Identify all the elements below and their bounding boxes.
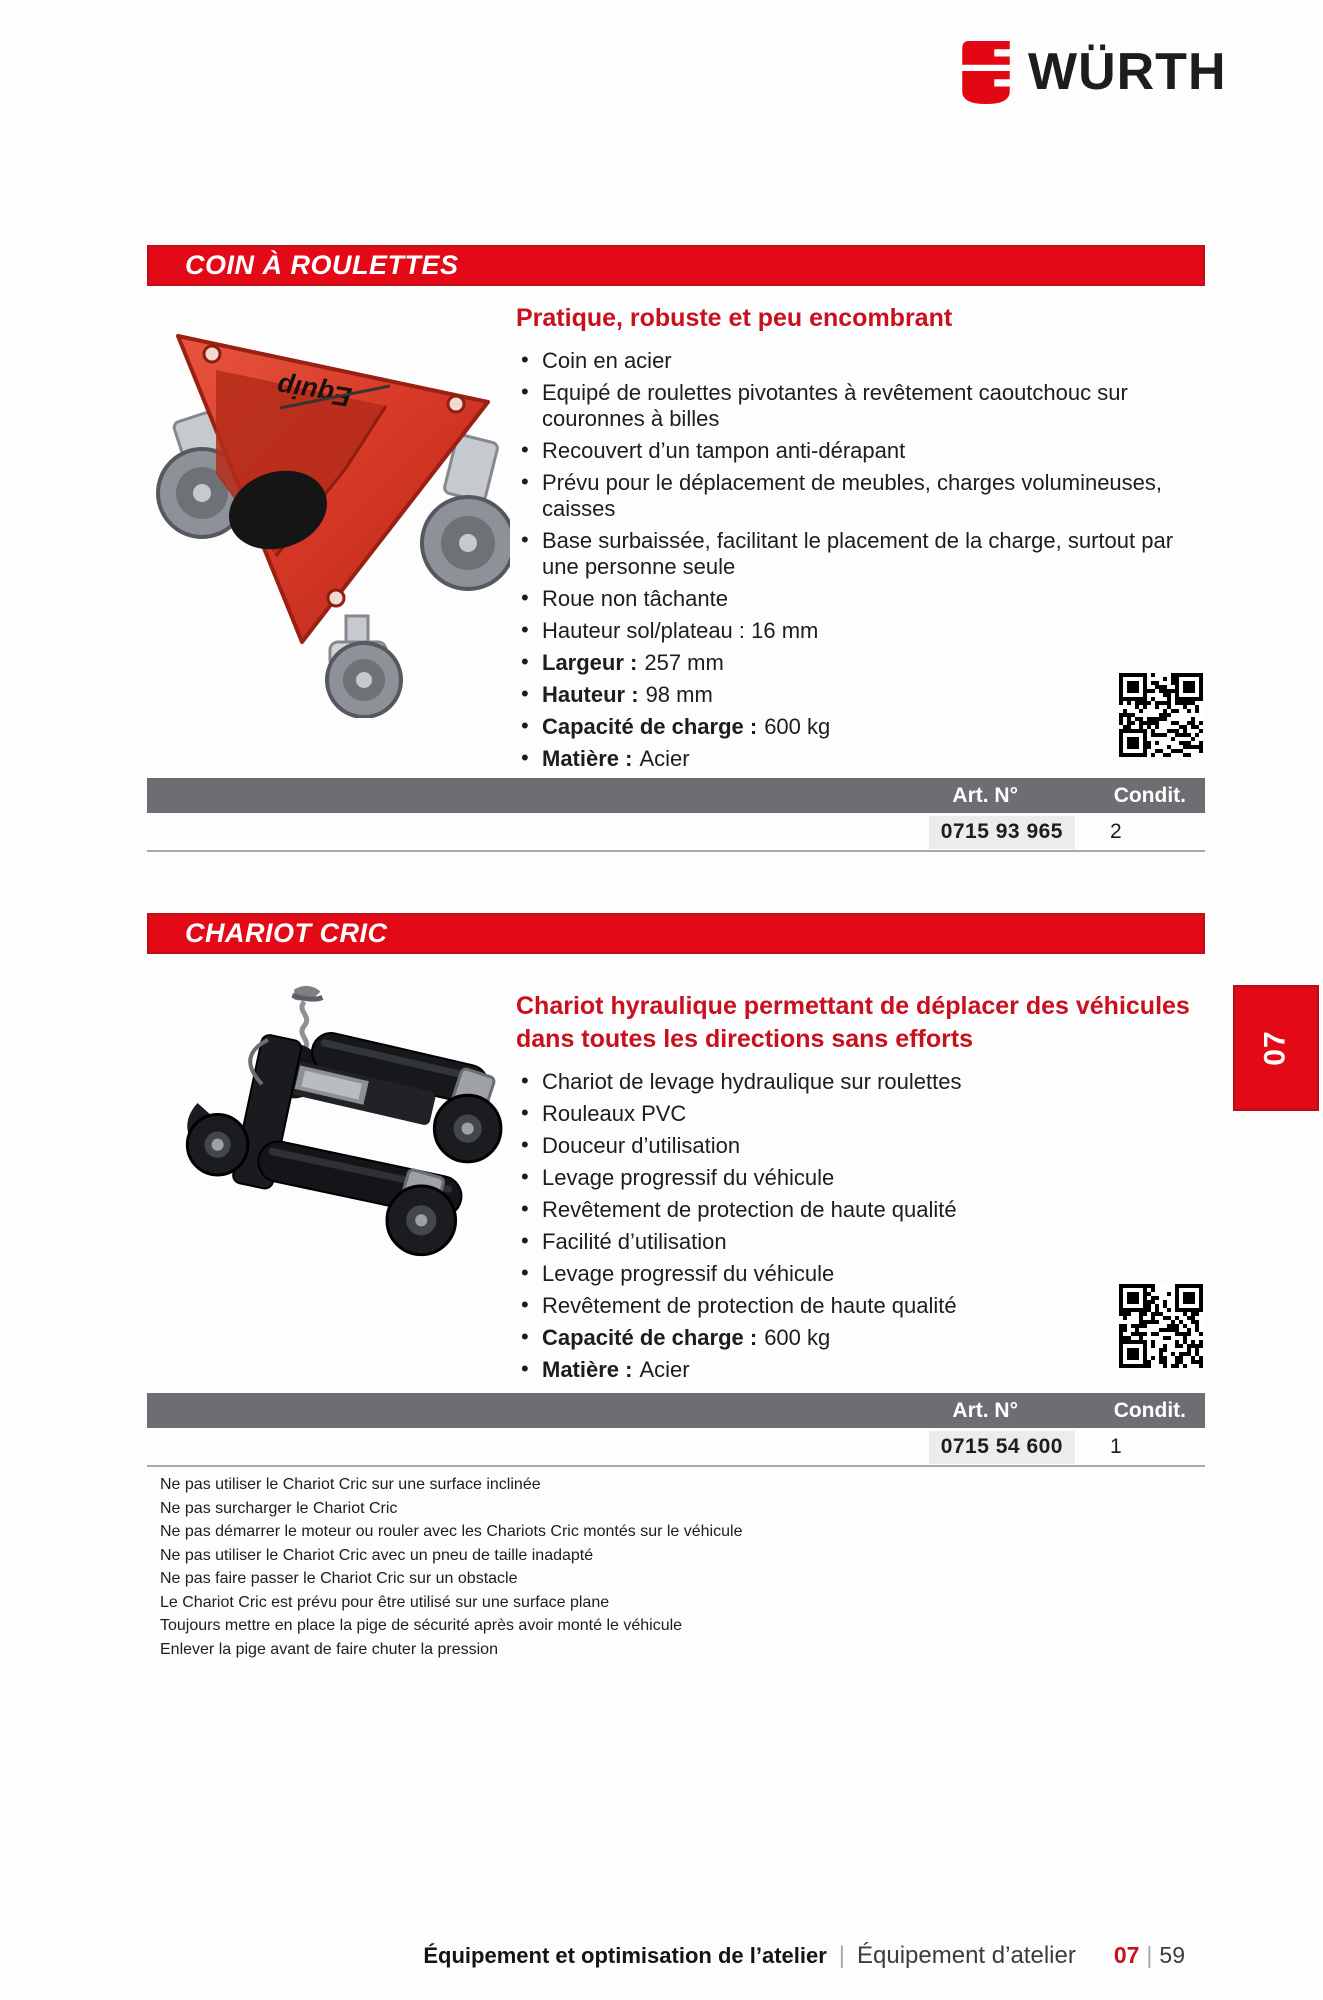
footer-category: Équipement d’atelier xyxy=(857,1942,1076,1969)
section-band-coin-a-roulettes: COIN À ROULETTES xyxy=(147,245,1205,286)
brand-text: WÜRTH xyxy=(1028,43,1227,101)
feature-text: 98 mm xyxy=(645,682,713,707)
feature-item xyxy=(516,380,1208,432)
product-description-chariot xyxy=(516,990,1208,1389)
art-no-label: Art. N° xyxy=(952,784,1018,807)
warning-item: Enlever la pige avant de faire chuter la pression xyxy=(160,1640,498,1658)
warning-item: Toujours mettre en place la pige de sécurité après avoir monté le véhicule xyxy=(160,1617,683,1634)
feature-text: Equipé de roulettes pivotantes à revêtement caoutchouc sur couronnes à billes xyxy=(542,380,1128,431)
feature-item xyxy=(516,348,1208,374)
feature-text: Levage progressif du véhicule xyxy=(542,1165,835,1190)
table-row xyxy=(147,813,1205,852)
art-no-value: 0715 54 600 xyxy=(929,1431,1075,1464)
feature-text: 600 kg xyxy=(764,714,831,739)
chapter-tab xyxy=(1233,985,1319,1111)
feature-text: Base surbaissée, facilitant le placement de la charge, surtout par une personne seule xyxy=(542,528,1174,579)
feature-label: Capacité de charge : xyxy=(542,714,758,739)
article-table xyxy=(147,1393,1205,1467)
feature-item xyxy=(516,1069,1208,1095)
art-no-label: Art. N° xyxy=(952,1399,1018,1422)
warning-item: Ne pas utiliser le Chariot Cric sur une surface inclinée xyxy=(160,1476,541,1493)
feature-text: 257 mm xyxy=(644,650,724,675)
feature-text: Acier xyxy=(639,1357,690,1382)
product-title: Chariot hyraulique permettant de déplacer des véhicules dans toutes les directions sans efforts xyxy=(516,992,1190,1053)
wuerth-logo xyxy=(958,40,1227,104)
feature-text: Prévu pour le déplacement de meubles, charges volumineuses, caisses xyxy=(542,470,1163,521)
feature-item xyxy=(516,1357,1208,1383)
footer-page-separator: | xyxy=(1146,1942,1153,1968)
footer-category-bold: Équipement et optimisation de l’atelier xyxy=(423,1943,827,1968)
condit-value: 2 xyxy=(1110,820,1122,843)
feature-text: Rouleaux PVC xyxy=(542,1101,687,1126)
feature-label: Largeur : xyxy=(542,650,638,675)
feature-text: 600 kg xyxy=(764,1325,831,1350)
feature-list xyxy=(516,1069,1208,1383)
feature-label: Capacité de charge : xyxy=(542,1325,758,1350)
feature-label: Hauteur : xyxy=(542,682,639,707)
footer xyxy=(0,1942,1185,1970)
table-header xyxy=(147,1393,1205,1428)
feature-item xyxy=(516,1293,1208,1319)
feature-item xyxy=(516,1197,1208,1223)
feature-label: Matière : xyxy=(542,746,633,771)
chapter-tab-number: 07 xyxy=(1259,1030,1292,1066)
qr-code xyxy=(1119,1284,1203,1368)
feature-text: Facilité d’utilisation xyxy=(542,1229,727,1254)
feature-text: Hauteur sol/plateau : 16 mm xyxy=(542,618,819,643)
condit-label: Condit. xyxy=(1113,1399,1186,1422)
feature-item xyxy=(516,1165,1208,1191)
product-photo-chariot-cric xyxy=(143,975,511,1263)
footer-separator: | xyxy=(838,1942,846,1969)
footer-chapter-number: 07 xyxy=(1113,1942,1140,1968)
article-table xyxy=(147,778,1205,852)
section-band-chariot-cric: CHARIOT CRIC xyxy=(147,913,1205,954)
warning-list xyxy=(160,1473,742,1661)
art-no-value: 0715 93 965 xyxy=(929,816,1075,849)
table-row xyxy=(147,1428,1205,1467)
feature-item xyxy=(516,714,1208,740)
footer-page-number: 59 xyxy=(1159,1942,1185,1968)
feature-item xyxy=(516,528,1208,580)
warning-item: Ne pas faire passer le Chariot Cric sur un obstacle xyxy=(160,1570,518,1587)
feature-item xyxy=(516,618,1208,644)
feature-item xyxy=(516,1229,1208,1255)
feature-text: Revêtement de protection de haute qualité xyxy=(542,1197,957,1222)
feature-item xyxy=(516,746,1208,772)
feature-list xyxy=(516,348,1208,772)
wuerth-emblem-icon xyxy=(958,40,1014,104)
warning-item: Le Chariot Cric est prévu pour être utilisé sur une surface plane xyxy=(160,1593,610,1611)
warning-item: Ne pas utiliser le Chariot Cric avec un pneu de taille inadapté xyxy=(160,1546,594,1564)
feature-text: Revêtement de protection de haute qualité xyxy=(542,1293,957,1318)
feature-item xyxy=(516,1133,1208,1159)
feature-text: Levage progressif du véhicule xyxy=(542,1261,835,1286)
warning-item: Ne pas surcharger le Chariot Cric xyxy=(160,1499,398,1517)
feature-item xyxy=(516,1101,1208,1127)
table-header xyxy=(147,778,1205,813)
feature-text: Chariot de levage hydraulique sur roulettes xyxy=(542,1069,962,1094)
feature-item xyxy=(516,586,1208,612)
feature-text: Coin en acier xyxy=(542,348,672,373)
feature-item xyxy=(516,438,1208,464)
feature-label: Matière : xyxy=(542,1357,633,1382)
feature-text: Douceur d’utilisation xyxy=(542,1133,741,1158)
qr-code xyxy=(1119,673,1203,757)
feature-item xyxy=(516,1261,1208,1287)
feature-item xyxy=(516,470,1208,522)
feature-item xyxy=(516,682,1208,708)
feature-item xyxy=(516,1325,1208,1351)
condit-value: 1 xyxy=(1110,1435,1122,1458)
product-photo-coin-a-roulettes xyxy=(150,298,510,718)
warning-item: Ne pas démarrer le moteur ou rouler avec les Chariots Cric montés sur le véhicule xyxy=(160,1523,743,1540)
product-brand-text: Equip xyxy=(274,371,354,413)
feature-text: Acier xyxy=(639,746,690,771)
feature-text: Roue non tâchante xyxy=(542,586,728,611)
feature-text: Recouvert d’un tampon anti-dérapant xyxy=(542,438,906,463)
product-title: Pratique, robuste et peu encombrant xyxy=(516,304,953,332)
condit-label: Condit. xyxy=(1113,784,1186,807)
feature-item xyxy=(516,650,1208,676)
product-description-coin xyxy=(516,302,1208,778)
